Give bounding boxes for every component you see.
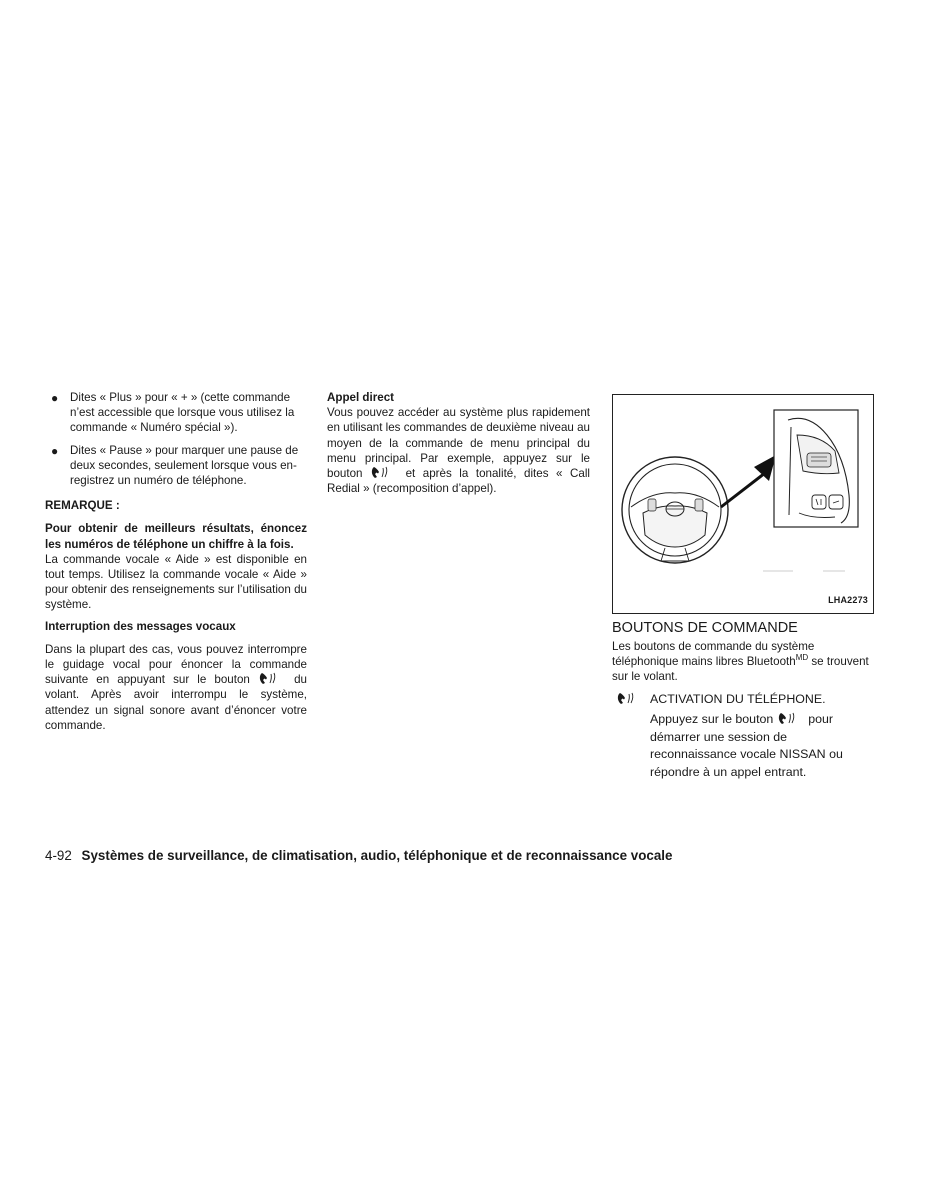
note-text: La commande vocale « Aide » est disponible en tout temps. Utilisez la commande vocale « Aide » pour obtenir des renseignements sur l’utilisation du système.: [45, 552, 307, 612]
section-title: BOUTONS DE COMMANDE: [612, 620, 798, 636]
bullet-dot-icon: ●: [51, 443, 59, 458]
figure-code: LHA2273: [828, 594, 868, 605]
phone-voice-icon: [258, 672, 286, 685]
direct-call-heading: Appel direct: [327, 391, 394, 404]
activation-body: [650, 711, 876, 781]
phone-voice-icon: [616, 692, 644, 705]
trademark-superscript: MD: [795, 653, 809, 663]
note-bold-text: Pour obtenir de meilleurs résultats, énoncez les numéros de téléphone un chiffre à la fois.: [45, 522, 307, 551]
bullet-text: Dites « Pause » pour marquer une pause de deux secondes, seulement lorsque vous en-registrez un numéro de téléphone.: [70, 443, 299, 488]
interrupt-text-before: Dans la plupart des cas, vous pouvez interrompre le guidage vocal pour énoncer la commande suivante en appuyant sur le bouton: [45, 642, 307, 687]
middle-column: [327, 390, 590, 496]
section-intro: [612, 639, 876, 685]
phone-voice-icon: [370, 466, 398, 479]
note-heading: REMARQUE :: [45, 499, 120, 513]
phone-voice-icon: [777, 712, 805, 725]
bullet-dot-icon: ●: [51, 391, 59, 405]
steering-wheel-illustration: [613, 395, 875, 615]
bullet-text: Dites « Plus » pour « + » (cette commande n’est accessible que lorsque vous utilisez la commande « Numéro spécial »).: [70, 391, 295, 435]
chapter-title: Systèmes de surveillance, de climatisation, audio, téléphonique et de reconnaissance vocale: [81, 848, 673, 863]
page-number: 4-92: [45, 848, 72, 863]
steering-wheel-figure: [612, 394, 874, 614]
bullet-item: [45, 390, 307, 436]
interrupt-heading: Interruption des messages vocaux: [45, 619, 236, 633]
activation-title: ACTIVATION DU TÉLÉPHONE.: [650, 691, 826, 706]
page-footer: [45, 848, 672, 863]
direct-call-text-after: et après la tonalité, dites « Call Redial » (recomposition d’appel).: [327, 467, 590, 496]
interrupt-text-after: du volant. Après avoir interrompu le système, attendez un signal sonore avant d’énoncer votre commande.: [45, 673, 307, 732]
bullet-item: [45, 443, 307, 489]
left-column: [45, 390, 307, 733]
activation-item: [612, 691, 876, 782]
intro-text-end: se trouvent sur le volant.: [612, 655, 869, 684]
activation-text-after: pour démarrer une session de reconnaissance vocale NISSAN ou répondre à un appel entrant.: [650, 712, 843, 779]
direct-call-text-before: Vous pouvez accéder au système plus rapidement en utilisant les commandes de deuxième niveau au moyen de la commande de menu principal du menu principal. Par exemple, appuyez sur le bouton: [327, 406, 590, 481]
intro-text: Les boutons de commande du système téléphonique mains libres Bluetooth: [612, 640, 815, 669]
right-column: [612, 394, 876, 781]
activation-text-before: Appuyez sur le bouton: [650, 712, 774, 727]
interrupt-paragraph: [45, 642, 307, 733]
direct-call-paragraph: [327, 405, 590, 496]
